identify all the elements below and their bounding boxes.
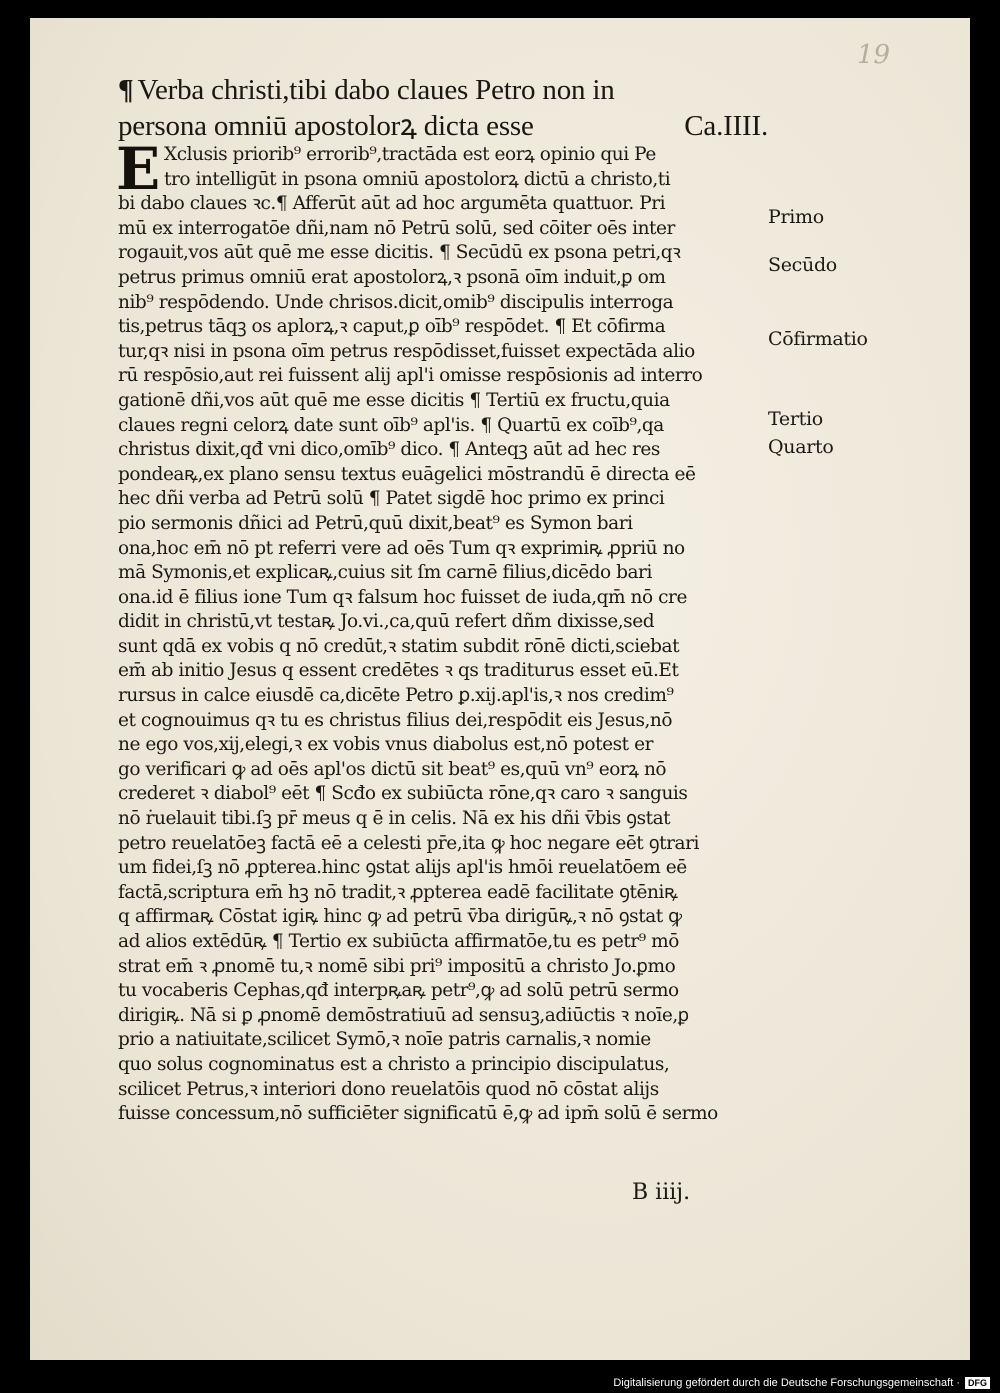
text-line: strat em̄ ꝛ ꝓnomē tu,ꝛ nomē sibi pri⁹ impositū a christo Jo.ꝑmo [118, 955, 676, 977]
text-line: christus dixit,qđ vni dico,omīb⁹ dico. ¶ Anteqꝫ aūt ad hec res [118, 439, 660, 461]
folio-number: 19 [857, 40, 891, 70]
text-line: tur,qꝛ nisi in psona oīm petrus respōdisset,fuisset expectāda alio [118, 340, 695, 362]
text-line: factā,scriptura em̄ hꝫ nō tradit,ꝛ ꝓpterea eadē facilitate ꝯtēniꝶ [118, 881, 678, 903]
text-line: gationē dñi,vos aūt quē me esse dicitis ¶ Tertiū ex fructu,quia [118, 389, 670, 411]
text-line: et cognouimus qꝛ tu es christus filius dei,respōdit eis Jesus,nō [118, 709, 673, 731]
text-line: ne ego vos,xij,elegi,ꝛ ex vobis vnus diabolus est,nō potest er [118, 734, 653, 756]
text-line: prio a natiuitate,scilicet Symō,ꝛ noīe patris carnalis,ꝛ nomie [118, 1029, 651, 1051]
margin-note-secundo: Secūdo [768, 254, 837, 276]
footer-text: Digitalisierung gefördert durch die Deutsche Forschungsgemeinschaft · [613, 1377, 960, 1389]
text-line: sunt qdā ex vobis q nō credūt,ꝛ statim subdit rōnē dicti,sciebat [118, 635, 680, 657]
text-line: rū respōsio,aut rei fuissent alij apl'i omisse respōsionis ad interro [118, 365, 703, 387]
margin-note-tertio: Tertio [768, 408, 823, 430]
text-line: q affirmaꝶ Cōstat igiꝶ hinc ꝙ ad petrū v̄ba dirigūꝶ,ꝛ nō ꝯstat ꝙ [118, 906, 682, 928]
text-line: fuisse concessum,nō sufficiēter significatū ē,ꝙ ad ipm̄ solū ē sermo [118, 1103, 718, 1125]
pilcrow-icon: ¶ [118, 74, 134, 106]
text-line: em̄ ab initio Jesus q essent credētes ꝛ qs traditurus esset eū.Et [118, 660, 679, 682]
chapter-heading [118, 72, 768, 144]
margin-note-primo: Primo [768, 206, 824, 228]
text-line: rursus in calce eiusdē ca,dicēte Petro ꝑ.xij.apl'is,ꝛ nos credim⁹ [118, 685, 674, 707]
heading-line-2: persona omniū apostolorꝝ dicta esse [118, 110, 534, 142]
text-line: bi dabo claues ꝛc.¶ Afferūt aūt ad hoc argumēta quattuor. Pri [118, 193, 666, 215]
text-line: rogauit,vos aūt quē me esse dicitis. ¶ Secūdū ex psona petri,qꝛ [118, 242, 681, 264]
text-line: dirigiꝶ. Nā si ꝑ ꝓnomē demōstratiuū ad sensuꝫ,adiūctis ꝛ noīe,ꝑ [118, 1004, 689, 1026]
text-line: ona.id ē filius ione Tum qꝛ falsum hoc fuisset de iuda,qm̄ nō cre [118, 586, 687, 608]
signature-mark: B iiij. [632, 1180, 691, 1205]
text-line: tu vocaberis Cephas,qđ interpꝶaꝶ petr⁹,ꝙ ad solū petrū sermo [118, 980, 679, 1002]
text-line: Xclusis priorib⁹ errorib⁹,tractāda est eorꝝ opinio qui Pe [164, 144, 656, 165]
decorated-initial: E [116, 135, 161, 203]
text-line: didit in christū,vt testaꝶ Jo.vi.,ca,quū refert dñm dixisse,sed [118, 611, 655, 633]
text-line: nib⁹ respōdendo. Unde chrisos.dicit,omib⁹ discipulis interroga [118, 291, 674, 313]
footer-credit [613, 1377, 990, 1389]
margin-note-quarto: Quarto [768, 436, 834, 458]
text-line: go verificari ꝙ ad oēs apl'os dictū sit beat⁹ es,quū vn⁹ eorꝝ nō [118, 758, 667, 780]
text-line: tis,petrus tāqꝫ os aplorꝝ,ꝛ caput,ꝑ oīb⁹ respōdet. ¶ Et cōfirma [118, 316, 666, 338]
text-line: pio sermonis dñici ad Petrū,quū dixit,beat⁹ es Symon bari [118, 512, 633, 534]
text-line: hec dñi verba ad Petrū solū ¶ Patet sigdē hoc primo ex princi [118, 488, 665, 510]
text-line: mā Symonis,et explicaꝶ,cuius sit ſm carnē filius,dicēdo bari [118, 562, 652, 584]
text-line: mū ex interrogatōe dñi,nam nō Petrū solū, sed cōiter oēs inter [118, 217, 675, 239]
text-line: claues regni celorꝝ date sunt oīb⁹ apl'is. ¶ Quartū ex coīb⁹,qa [118, 414, 664, 436]
text-line: crederet ꝛ diabol⁹ eēt ¶ Scđo ex subiūcta rōne,qꝛ caro ꝛ sanguis [118, 783, 688, 805]
body-text [116, 135, 768, 1127]
text-line: petrus primus omniū erat apostolorꝝ,ꝛ psonā oīm induit,ꝑ om [118, 266, 666, 288]
text-line: ona,hoc em̄ nō pt referri vere ad oēs Tum qꝛ exprimiꝶ ꝓpriū no [118, 537, 685, 559]
chapter-number: Ca.IIII. [684, 110, 768, 142]
margin-note-confirmatio: Cōfirmatio [768, 328, 868, 350]
text-line: ad alios extēdūꝶ ¶ Tertio ex subiūcta affirmatōe,tu es petr⁹ mō [118, 931, 679, 952]
text-line: nō ṙuelauit tibi.ſꝫ pr̄ meus q ē in celis. Nā ex his dñi v̄bis ꝯstat [118, 808, 671, 830]
text-line: um fidei,ſꝫ nō ꝓpterea.hinc ꝯstat alijs apl'is hmōi reuelatōem eē [118, 857, 687, 879]
dfg-logo-icon: DFG [965, 1377, 990, 1389]
text-line: tro intelligūt in psona omniū apostolorꝝ dictū a christo,ti [164, 168, 671, 190]
text-line: quo solus cognominatus est a christo a principio discipulatus, [118, 1053, 670, 1075]
text-line: pondeaꝶ,ex plano sensu textus euāgelici mōstrandū ē directa eē [118, 463, 696, 485]
text-line: scilicet Petrus,ꝛ interiori dono reuelatōis quod nō cōstat alijs [118, 1078, 659, 1100]
heading-line-1: ¶ Verba christi,tibi dabo claues Petro non in [118, 74, 615, 106]
text-line: petro reuelatōeꝫ factā eē a celesti pr̄e,ita ꝙ hoc negare eēt ꝯtrari [118, 832, 699, 854]
